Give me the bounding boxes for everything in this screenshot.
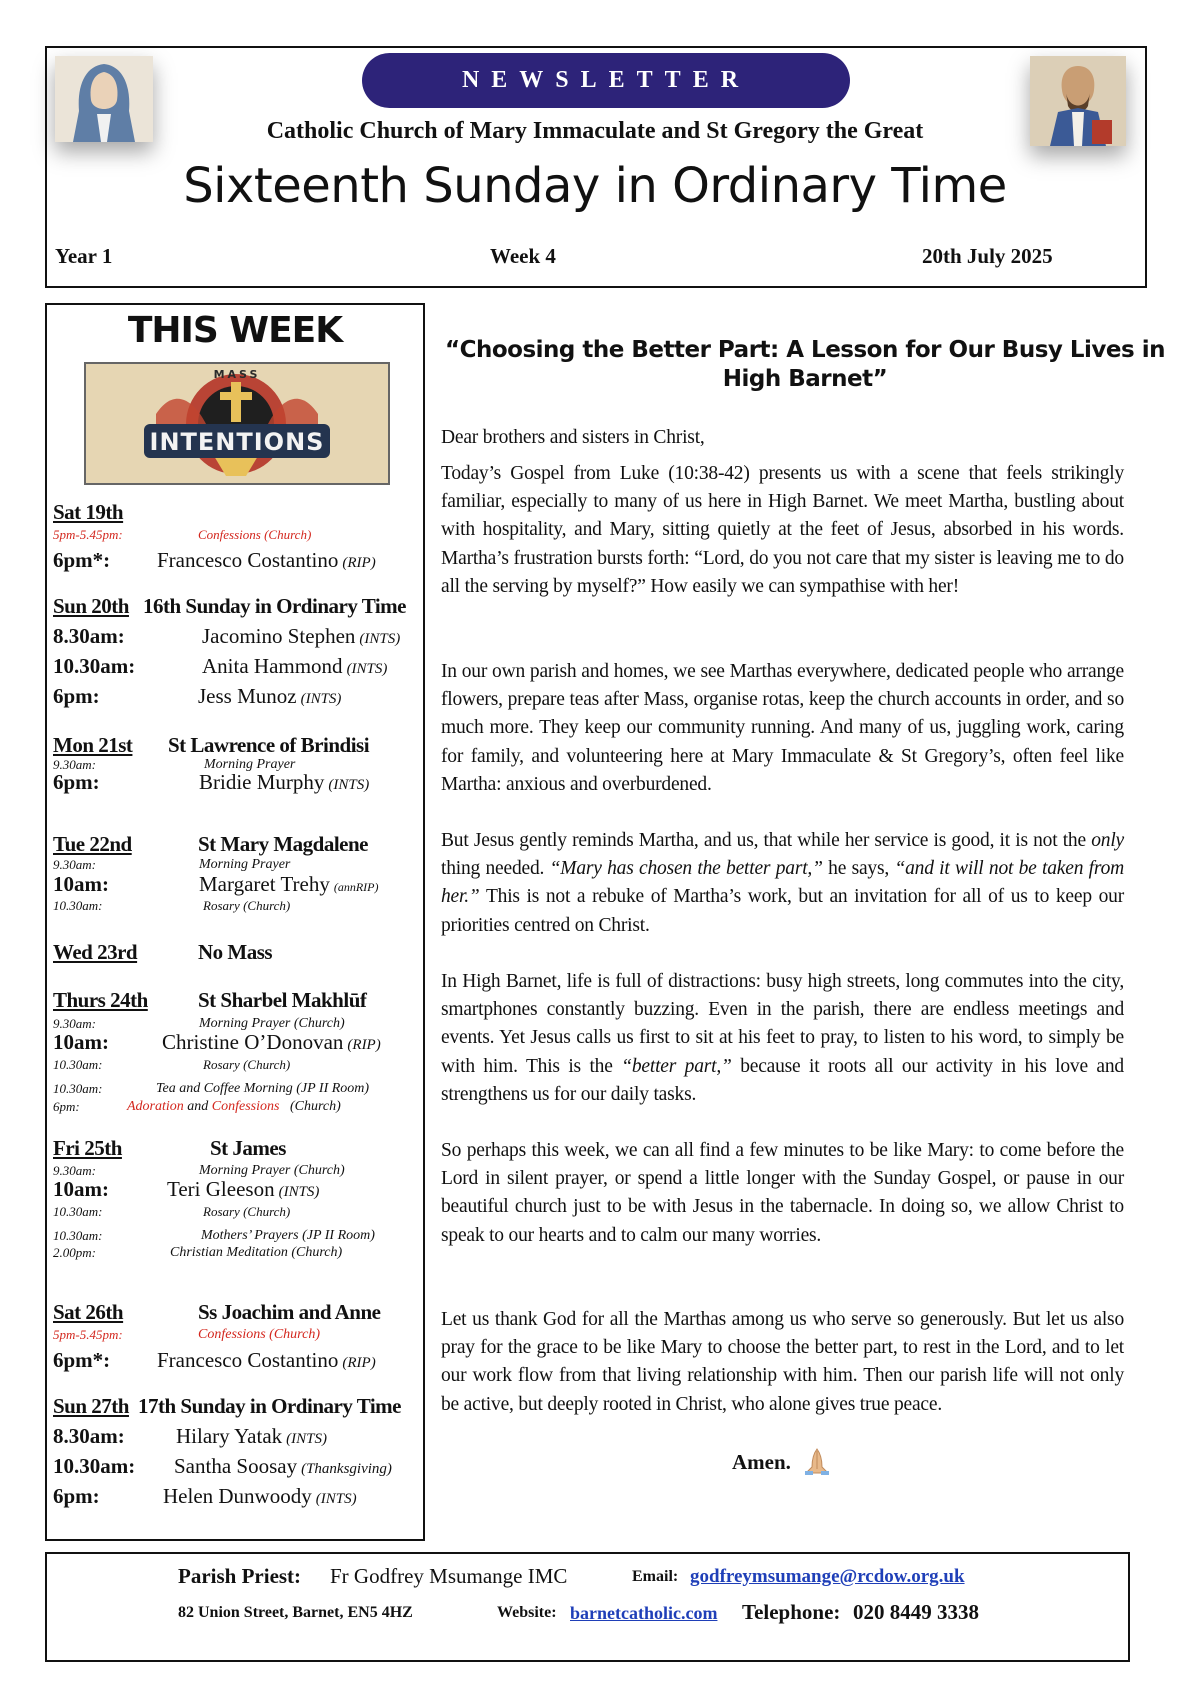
day-sat-19: Sat 19th xyxy=(53,500,124,524)
article-paragraph-1: Today’s Gospel from Luke (10:38-42) presents us with a scene that feels strikingly familiar, especially to many of us here in High Barnet. We meet Martha, bustling about with hospitality, and Mary, sitting quietly at the feet of Jesus, absorbed in his words. Martha’s frustration bursts forth: “Lord, do you not care that my sister is leaving me to do all the serving by myself?” How easily we can sympathise with her! xyxy=(441,463,1124,597)
website-link[interactable]: barnetcatholic.com xyxy=(570,1603,718,1623)
service-label: Tea and Coffee Morning (JP II Room) xyxy=(156,1081,370,1096)
adoration-confessions: Adoration and Confessions (Church) xyxy=(127,1099,341,1114)
amen: Amen. xyxy=(732,1447,832,1481)
service-time: 2.00pm: xyxy=(53,1245,96,1260)
parish-priest-name: Fr Godfrey Msumange IMC xyxy=(330,1564,568,1588)
day-wed-23: Wed 23rd xyxy=(53,940,138,964)
feast-name: 17th Sunday in Ordinary Time xyxy=(138,1394,401,1418)
service-time: 9.30am: xyxy=(53,1016,96,1031)
mass-time: 10am: xyxy=(53,1177,109,1201)
service-label: Christian Meditation (Church) xyxy=(170,1245,343,1260)
mass-intention: Christine O’Donovan (RIP) xyxy=(162,1030,381,1054)
service-time: 10.30am: xyxy=(53,1228,103,1243)
article-paragraph-3: But Jesus gently reminds Martha, and us, that while her service is good, it is not the only thing needed. “Mary has chosen the better part,” he says, “and it will not be taken from her.” This is not a rebuke of Martha’s work, but an invitation for all of us to keep our priorities centred on Christ. xyxy=(441,830,1125,936)
parish-priest-label: Parish Priest: xyxy=(178,1564,302,1588)
day-tue-22: Tue 22nd xyxy=(53,832,132,856)
mass-time: 10.30am: xyxy=(53,654,136,678)
service-label: Rosary (Church) xyxy=(203,898,291,913)
service-label: Rosary (Church) xyxy=(203,1204,291,1219)
feast-name: St James xyxy=(210,1136,286,1160)
mass-intention: Jacomino Stephen (INTS) xyxy=(202,624,401,648)
mass-intention: Anita Hammond (INTS) xyxy=(202,654,388,678)
confession-label: Confessions (Church) xyxy=(198,527,312,542)
newsletter-date: 20th July 2025 xyxy=(922,244,1053,268)
service-time: 9.30am: xyxy=(53,1163,96,1178)
website-label: Website: xyxy=(497,1604,557,1621)
day-mon-21: Mon 21st xyxy=(53,733,133,757)
article-paragraph-5: So perhaps this week, we can all find a few minutes to be like Mary: to come before the Lord in silent prayer, or spend a little longer with the Sunday Gospel, or pause in our beautiful church just to be with Jesus in the tabernacle. In doing so, we allow Christ to speak to our hearts and to calm our many worries. xyxy=(441,1140,1124,1246)
no-mass: No Mass xyxy=(198,940,273,964)
day-sun-27: Sun 27th xyxy=(53,1394,129,1418)
service-label: Morning Prayer xyxy=(199,857,291,872)
email-link[interactable]: godfreymsumange@rcdow.org.uk xyxy=(690,1566,965,1587)
mass-intention: Helen Dunwoody (INTS) xyxy=(163,1484,357,1508)
mass-time: 6pm*: xyxy=(53,1348,111,1372)
feast-name: St Sharbel Makhlūf xyxy=(198,988,367,1012)
telephone-number: 020 8449 3338 xyxy=(853,1600,979,1624)
day-fri-25: Fri 25th xyxy=(53,1136,122,1160)
service-label: Morning Prayer (Church) xyxy=(199,1016,345,1031)
telephone-label: Telephone: xyxy=(742,1600,841,1624)
mass-image-top-text: MASS xyxy=(213,368,261,381)
mass-intention: Margaret Trehy (annRIP) xyxy=(199,872,379,896)
mass-intention: Hilary Yatak (INTS) xyxy=(176,1424,328,1448)
confession-time: 5pm-5.45pm: xyxy=(53,527,123,542)
mass-time: 10am: xyxy=(53,1030,109,1054)
liturgical-year: Year 1 xyxy=(55,244,113,268)
praying-hands-icon xyxy=(802,1447,832,1481)
service-time: 10.30am: xyxy=(53,1057,103,1072)
mass-time: 6pm: xyxy=(53,770,100,794)
service-time: 10.30am: xyxy=(53,1081,103,1096)
article-paragraph-4: In High Barnet, life is full of distractions: busy high streets, long commutes into the city, smartphones constantly buzzing. Even in the parish, there are endless meetings and events. Yet Jesus calls us first to sit at his feet to pray, to listen to his word, to simply be with him. This is the “better part,” because it roots all our activity in his love and strengthens us for our daily tasks. xyxy=(441,971,1124,1105)
mass-time: 6pm*: xyxy=(53,548,111,572)
mass-time: 10am: xyxy=(53,872,109,896)
address: 82 Union Street, Barnet, EN5 4HZ xyxy=(178,1604,413,1621)
mass-intention: Jess Munoz (INTS) xyxy=(198,684,342,708)
feast-name: 16th Sunday in Ordinary Time xyxy=(143,594,406,618)
sunday-title: Sixteenth Sunday in Ordinary Time xyxy=(183,158,1007,214)
service-time: 10.30am: xyxy=(53,1204,103,1219)
feast-name: St Mary Magdalene xyxy=(198,832,368,856)
mass-time: 8.30am: xyxy=(53,624,125,648)
feast-name: Ss Joachim and Anne xyxy=(198,1300,381,1324)
liturgical-week: Week 4 xyxy=(490,244,556,268)
day-sat-26: Sat 26th xyxy=(53,1300,124,1324)
mass-time: 6pm: xyxy=(53,1484,100,1508)
day-sun-20: Sun 20th xyxy=(53,594,129,618)
service-label: Morning Prayer (Church) xyxy=(199,1163,345,1178)
feast-name: St Lawrence of Brindisi xyxy=(168,733,370,757)
mass-image-intentions-text: INTENTIONS xyxy=(149,428,325,456)
article-greeting: Dear brothers and sisters in Christ, xyxy=(441,427,705,448)
service-time: 9.30am: xyxy=(53,757,96,772)
article-paragraph-6: Let us thank God for all the Marthas among us who serve so generously. But let us also pray for the grace to be like Mary to choose the better part, to rest in the Lord, and to let our work flow from that living relationship with him. Then our parish life will not only be active, but deeply rooted in Christ, who alone gives true peace. xyxy=(441,1309,1124,1415)
mass-intention: Teri Gleeson (INTS) xyxy=(167,1177,320,1201)
mass-intentions-image xyxy=(84,362,390,485)
this-week-heading: THIS WEEK xyxy=(127,310,343,351)
mass-intention: Bridie Murphy (INTS) xyxy=(199,770,370,794)
mass-intention: Francesco Costantino (RIP) xyxy=(157,548,376,572)
confession-time: 5pm-5.45pm: xyxy=(53,1327,123,1342)
service-label: Mothers’ Prayers (JP II Room) xyxy=(201,1228,375,1243)
service-label: Morning Prayer xyxy=(204,757,296,772)
service-time: 9.30am: xyxy=(53,857,96,872)
mass-time: 6pm: xyxy=(53,684,100,708)
email-label: Email: xyxy=(632,1568,679,1585)
service-time: 6pm: xyxy=(53,1099,80,1114)
mass-intention: Santha Soosay (Thanksgiving) xyxy=(174,1454,392,1478)
mass-intention: Francesco Costantino (RIP) xyxy=(157,1348,376,1372)
service-time: 10.30am: xyxy=(53,898,103,913)
article-title: “Choosing the Better Part: A Lesson for Our Busy Lives in High Barnet” xyxy=(445,337,1165,392)
mass-time: 8.30am: xyxy=(53,1424,125,1448)
day-thu-24: Thurs 24th xyxy=(53,988,148,1012)
confession-label: Confessions (Church) xyxy=(198,1327,320,1342)
service-label: Rosary (Church) xyxy=(203,1057,291,1072)
church-name: Catholic Church of Mary Immaculate and St Gregory the Great xyxy=(266,118,924,144)
mass-time: 10.30am: xyxy=(53,1454,136,1478)
article-paragraph-2: In our own parish and homes, we see Marthas everywhere, dedicated people who arrange flowers, prepare teas after Mass, organise rotas, keep the church accounts in order, and so much more. They keep our community running. And many of us, juggling work, caring for family, and volunteering here at Mary Immaculate & St Gregory’s, often feel like Martha: anxious and overburdened. xyxy=(441,661,1124,795)
newsletter-banner: NEWSLETTER xyxy=(362,53,850,108)
